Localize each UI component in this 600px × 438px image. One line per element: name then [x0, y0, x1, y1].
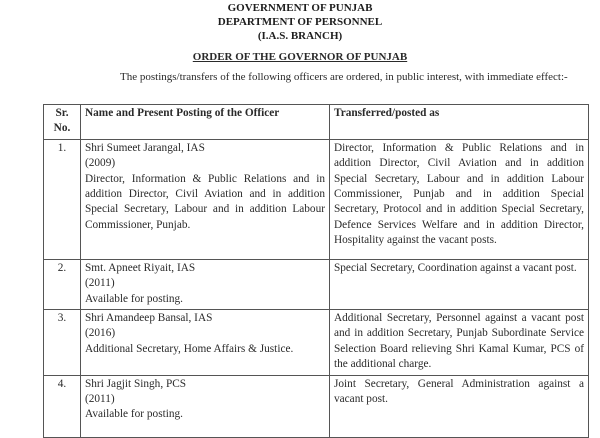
sr-no: 3.	[44, 310, 81, 376]
officer-cell	[81, 310, 330, 376]
header-government: GOVERNMENT OF PUNJAB	[227, 2, 373, 14]
table-row	[44, 259, 589, 309]
col-name-present-posting: Name and Present Posting of the Officer	[81, 105, 330, 140]
present-posting: Additional Secretary, Home Affairs & Justice.	[85, 342, 294, 355]
present-posting: Director, Information & Public Relations and in addition Director, Civil Aviation and in addition Special Secretary, Labour and in addition Labour Commissioner, Punjab.	[85, 172, 325, 231]
intro-paragraph: The postings/transfers of the following officers are ordered, in public interest, with immediate effect:-	[120, 71, 568, 83]
officer-batch: (2011)	[85, 277, 115, 290]
present-posting: Available for posting.	[85, 292, 183, 305]
col-transferred-posted: Transferred/posted as	[330, 105, 589, 140]
col-sr-no: Sr. No.	[44, 105, 81, 140]
posted-as: Additional Secretary, Personnel against a vacant post and in addition Secretary, Punjab Subordinate Service Selection Board relieving Shri Kamal Kumar, PCS of the additional charge.	[330, 310, 589, 376]
officer-name: Shri Jagjit Singh, PCS	[85, 377, 187, 390]
table-row	[44, 139, 589, 259]
header-branch: (I.A.S. BRANCH)	[257, 30, 343, 42]
present-posting: Available for posting.	[85, 408, 183, 421]
table-row	[44, 375, 589, 437]
officer-cell	[81, 259, 330, 309]
officer-cell	[81, 139, 330, 259]
table-header-row	[44, 105, 589, 140]
posted-as: Director, Information & Public Relations and in addition Director, Civil Aviation and in addition Special Secretary, Labour and in addition Labour Commissioner, Punjab and in addition Special Secretary, Protocol and in addition Special Secretary, Defence Services Welfare and in addition Director, Hospitality against the vacant posts.	[330, 139, 589, 259]
header-department: DEPARTMENT OF PERSONNEL	[217, 16, 383, 28]
officer-name: Shri Amandeep Bansal, IAS	[85, 312, 213, 325]
officer-cell	[81, 375, 330, 437]
order-title	[0, 51, 600, 63]
table-row	[44, 310, 589, 376]
officer-name: Shri Sumeet Jarangal, IAS	[85, 141, 205, 154]
officer-batch: (2009)	[85, 157, 116, 170]
posted-as: Joint Secretary, General Administration against a vacant post.	[330, 375, 589, 437]
officer-name: Smt. Apneet Riyait, IAS	[85, 261, 196, 274]
order-title-text: ORDER OF THE GOVERNOR OF PUNJAB	[192, 51, 408, 63]
sr-no: 1.	[44, 139, 81, 259]
postings-table	[43, 104, 589, 438]
officer-batch: (2016)	[85, 327, 116, 340]
posted-as: Special Secretary, Coordination against a vacant post.	[330, 259, 589, 309]
sr-no: 4.	[44, 375, 81, 437]
sr-no: 2.	[44, 259, 81, 309]
officer-batch: (2011)	[85, 393, 115, 406]
